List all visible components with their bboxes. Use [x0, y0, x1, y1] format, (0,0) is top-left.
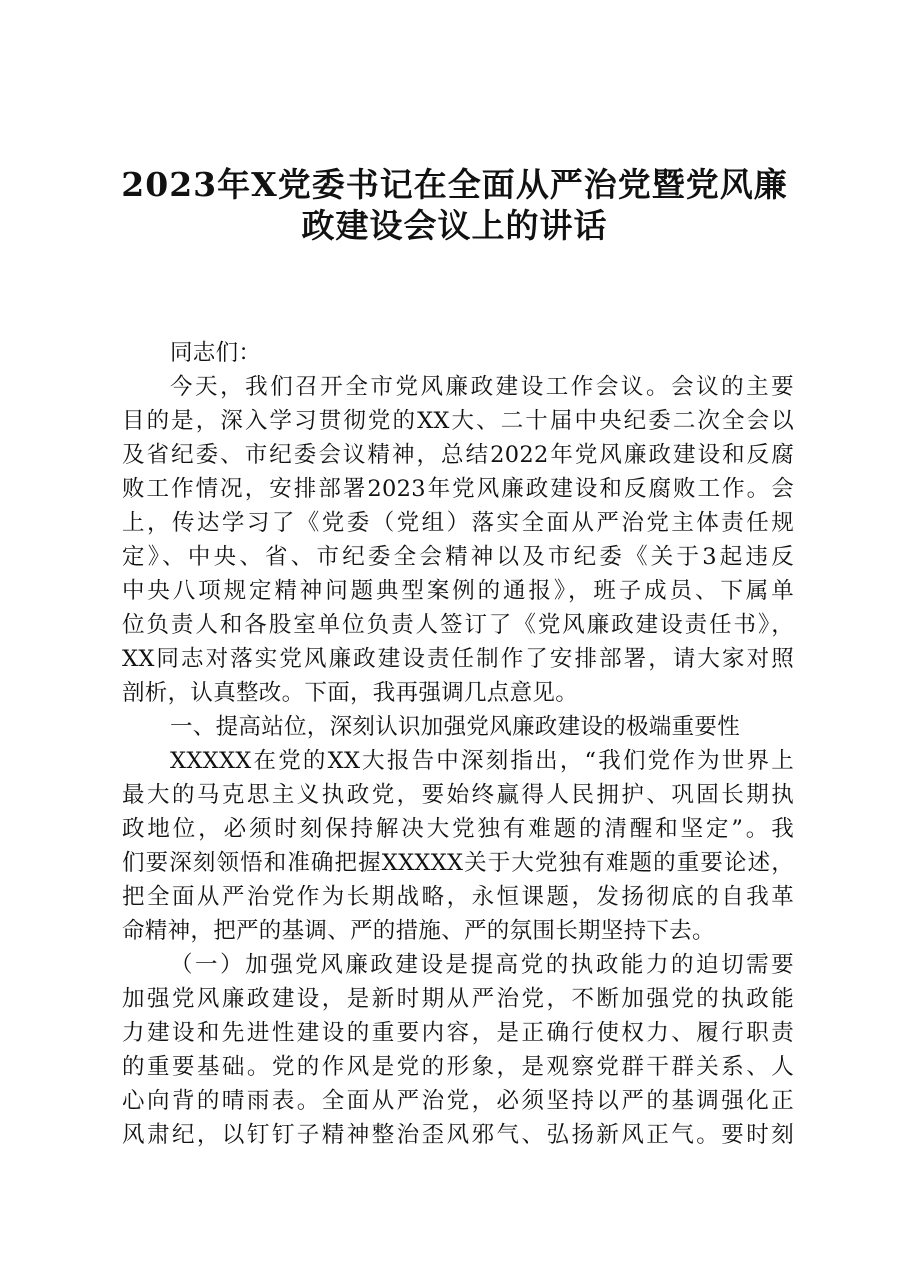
paragraph-line: 上，传达学习了《党委（党组）落实全面从严治党主体责任规: [122, 510, 794, 536]
paragraph-line: 们要深刻领悟和准确把握XXXXX关于大党独有难题的重要论述，: [122, 850, 794, 876]
salutation: 同志们：: [170, 340, 262, 366]
subsection-heading: （一）加强党风廉政建设是提高党的执政能力的迫切需要: [170, 952, 794, 978]
paragraph-line: 把全面从严治党作为长期战略，永恒课题，发扬彻底的自我革: [122, 884, 794, 910]
paragraph-line: 败工作情况，安排部署2023年党风廉政建设和反腐败工作。会: [122, 476, 794, 502]
paragraph-line: 剖析，认真整改。下面，我再强调几点意见。: [122, 680, 579, 706]
paragraph-line: 力建设和先进性建设的重要内容，是正确行使权力、履行职责: [122, 1020, 794, 1046]
paragraph-line: 政地位，必须时刻保持解决大党独有难题的清醒和坚定”。我: [122, 816, 794, 842]
paragraph-line: 风肃纪，以钉钉子精神整治歪风邪气、弘扬新风正气。要时刻: [122, 1122, 794, 1148]
paragraph-line: 心向背的晴雨表。全面从严治党，必须坚持以严的基调强化正: [122, 1088, 794, 1114]
paragraph-line: 位负责人和各股室单位负责人签订了《党风廉政建设责任书》，: [122, 612, 794, 638]
paragraph-line: 加强党风廉政建设，是新时期从严治党，不断加强党的执政能: [122, 986, 794, 1012]
paragraph-line: 今天，我们召开全市党风廉政建设工作会议。会议的主要: [170, 374, 794, 400]
paragraph-line: 中央八项规定精神问题典型案例的通报》，班子成员、下属单: [122, 578, 794, 604]
paragraph-line: XXXXX在党的XX大报告中深刻指出，“我们党作为世界上: [170, 748, 794, 774]
paragraph-line: 最大的马克思主义执政党，要始终赢得人民拥护、巩固长期执: [122, 782, 794, 808]
section-heading: 一、提高站位，深刻认识加强党风廉政建设的极端重要性: [170, 714, 741, 740]
document-title-line-1: 2023年X党委书记在全面从严治党暨党风廉: [121, 165, 788, 204]
paragraph-line: 命精神，把严的基调、严的措施、严的氛围长期坚持下去。: [122, 918, 715, 944]
paragraph-line: XX同志对落实党风廉政建设责任制作了安排部署，请大家对照: [122, 646, 794, 672]
paragraph-line: 的重要基础。党的作风是党的形象，是观察党群干群关系、人: [122, 1054, 794, 1080]
document-title-line-2: 政建设会议上的讲话: [301, 206, 608, 245]
paragraph-line: 目的是，深入学习贯彻党的XX大、二十届中央纪委二次全会以: [122, 408, 794, 434]
paragraph-line: 定》、中央、省、市纪委全会精神以及市纪委《关于3起违反: [122, 544, 794, 570]
paragraph-line: 及省纪委、市纪委会议精神，总结2022年党风廉政建设和反腐: [122, 442, 794, 468]
